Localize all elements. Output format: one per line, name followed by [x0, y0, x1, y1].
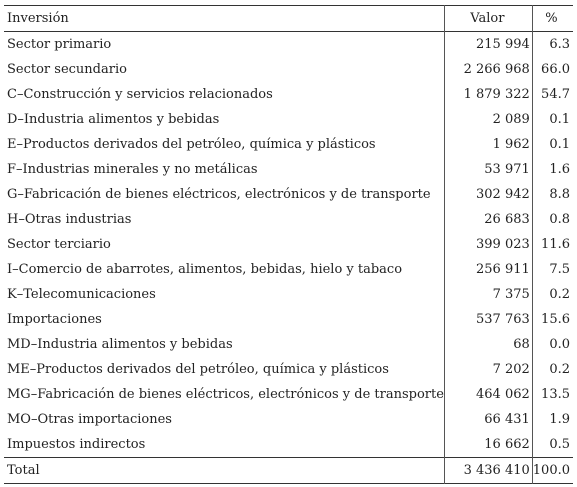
row-name: G–Fabricación de bienes eléctricos, electrónicos y de transporte [4, 182, 444, 207]
row-percent: 6.3 [549, 37, 570, 52]
row-value: 2 266 968 [444, 57, 532, 82]
row-value: 537 763 [444, 307, 532, 332]
row-value: 7 375 [444, 282, 532, 307]
row-name: D–Industria alimentos y bebidas [4, 107, 444, 132]
row-name: I–Comercio de abarrotes, alimentos, bebidas, hielo y tabaco [4, 257, 444, 282]
row-percent: 66.0 [541, 62, 570, 77]
row-value: 399 023 [444, 232, 532, 257]
table-row [4, 57, 573, 82]
row-name: Sector secundario [4, 57, 444, 82]
total-percent: 100.0 [532, 463, 570, 478]
row-percent: 8.8 [549, 187, 570, 202]
table-row [4, 82, 573, 107]
table-body [4, 32, 573, 458]
row-value: 53 971 [444, 157, 532, 182]
header-inversion: Inversión [4, 6, 444, 32]
row-percent: 7.5 [549, 262, 570, 277]
table-row [4, 307, 573, 332]
row-percent: 0.1 [549, 112, 570, 127]
table-row [4, 207, 573, 232]
table-row [4, 232, 573, 257]
total-row [4, 458, 573, 484]
row-name: Importaciones [4, 307, 444, 332]
row-percent: 1.9 [549, 412, 570, 427]
row-name: MO–Otras importaciones [4, 407, 444, 432]
table-row [4, 332, 573, 357]
row-value: 215 994 [444, 32, 532, 58]
row-name: E–Productos derivados del petróleo, química y plásticos [4, 132, 444, 157]
row-name: K–Telecomunicaciones [4, 282, 444, 307]
row-value: 1 962 [444, 132, 532, 157]
row-value: 2 089 [444, 107, 532, 132]
row-name: MD–Industria alimentos y bebidas [4, 332, 444, 357]
table-row [4, 157, 573, 182]
total-value: 3 436 410 [444, 458, 532, 484]
row-name: Sector primario [4, 32, 444, 58]
table-row [4, 432, 573, 458]
table-row [4, 32, 573, 58]
row-percent: 54.7 [541, 87, 570, 102]
row-name: Impuestos indirectos [4, 432, 444, 458]
header-percent: % [545, 11, 558, 26]
row-name: MG–Fabricación de bienes eléctricos, electrónicos y de transporte [4, 382, 444, 407]
row-value: 256 911 [444, 257, 532, 282]
row-percent: 0.0 [549, 337, 570, 352]
row-value: 26 683 [444, 207, 532, 232]
row-percent: 1.6 [549, 162, 570, 177]
investment-table [4, 5, 573, 484]
header-row [4, 6, 573, 32]
table-row [4, 282, 573, 307]
row-value: 68 [444, 332, 532, 357]
row-value: 16 662 [444, 432, 532, 458]
row-percent: 0.1 [549, 137, 570, 152]
row-value: 302 942 [444, 182, 532, 207]
table-row [4, 407, 573, 432]
row-percent: 11.6 [541, 237, 570, 252]
table-row [4, 357, 573, 382]
row-name: C–Construcción y servicios relacionados [4, 82, 444, 107]
row-percent: 0.2 [549, 287, 570, 302]
row-percent: 0.5 [549, 437, 570, 452]
row-percent: 15.6 [541, 312, 570, 327]
row-name: ME–Productos derivados del petróleo, química y plásticos [4, 357, 444, 382]
table-row [4, 107, 573, 132]
row-value: 7 202 [444, 357, 532, 382]
total-label: Total [4, 458, 444, 484]
header-valor: Valor [444, 6, 532, 32]
row-percent: 0.8 [549, 212, 570, 227]
row-value: 464 062 [444, 382, 532, 407]
table-row [4, 132, 573, 157]
row-value: 66 431 [444, 407, 532, 432]
row-name: F–Industrias minerales y no metálicas [4, 157, 444, 182]
row-name: Sector terciario [4, 232, 444, 257]
row-percent: 0.2 [549, 362, 570, 377]
table-row [4, 382, 573, 407]
row-percent: 13.5 [541, 387, 570, 402]
investment-table-container [4, 5, 573, 484]
row-value: 1 879 322 [444, 82, 532, 107]
row-name: H–Otras industrias [4, 207, 444, 232]
table-row [4, 257, 573, 282]
table-row [4, 182, 573, 207]
